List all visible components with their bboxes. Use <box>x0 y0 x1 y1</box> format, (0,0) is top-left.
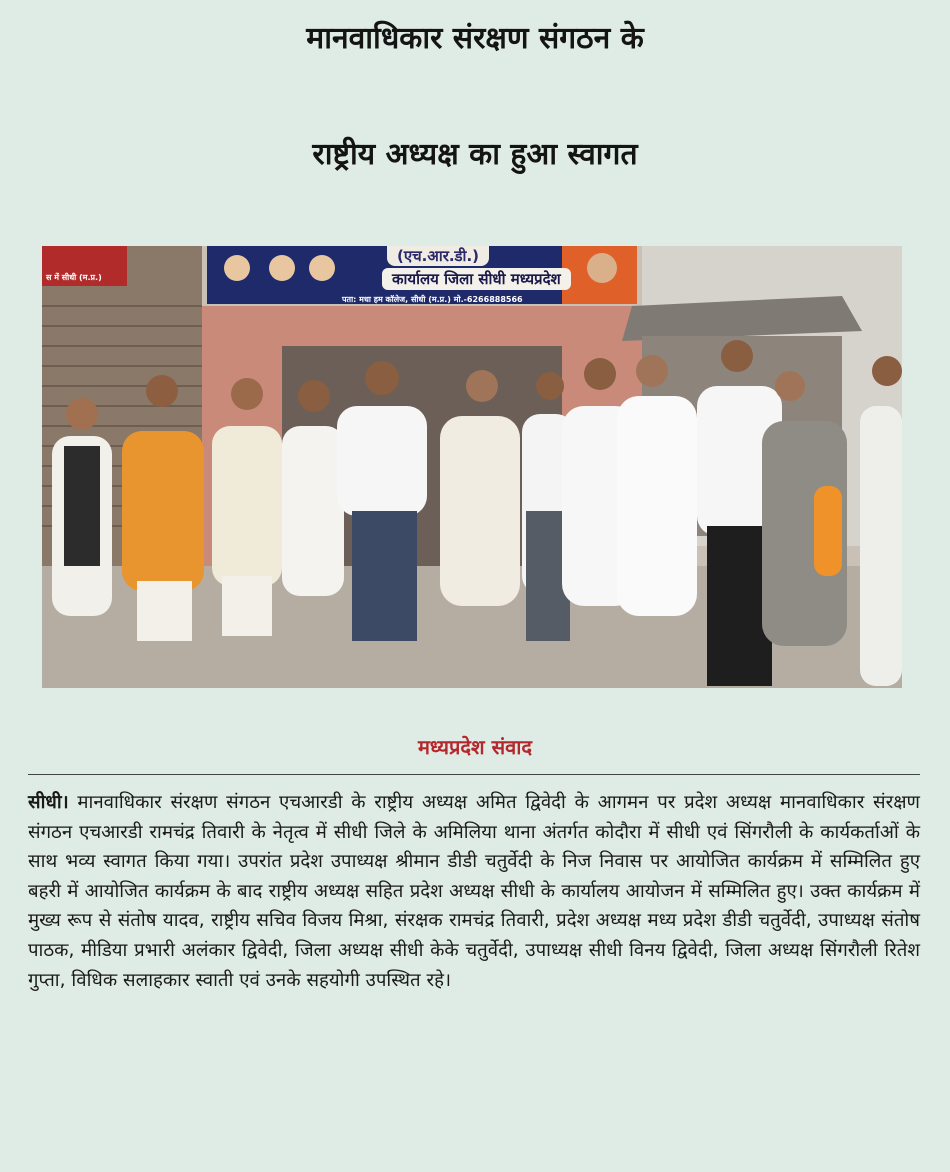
headline-line-2: राष्ट्रीय अध्यक्ष का हुआ स्वागत <box>312 137 638 172</box>
article-body <box>28 788 920 995</box>
banner-office-title: कार्यालय जिला सीधी मध्यप्रदेश <box>382 268 571 290</box>
banner-org-abbrev: (एच.आर.डी.) <box>387 246 489 266</box>
article-dateline: सीधी। <box>28 792 69 813</box>
banner-address: पता: मधा हम कॉलेज, सीधी (म.प्र.) मो.-6266888566 <box>342 295 523 304</box>
news-photo <box>42 246 902 688</box>
headline-line-1: मानवाधिकार संरक्षण संगठन के <box>306 21 644 56</box>
byline-source: मध्यप्रदेश संवाद <box>417 735 533 759</box>
article-paragraph: मानवाधिकार संरक्षण संगठन एचआरडी के राष्ट्रीय अध्यक्ष अमित द्विवेदी के आगमन पर प्रदेश अध्यक्ष मानवाधिकार संरक्षण संगठन एचआरडी रामचंद्र तिवारी के नेतृत्व में सीधी जिले के अमिलिया थाना अंतर्गत कोदौरा में सीधी एवं सिंगरौली के कार्यकर्ताओं के साथ भव्य स्वागत किया गया। उपरांत प्रदेश उपाध्यक्ष श्रीमान डीडी चतुर्वेदी के निज निवास पर आयोजित कार्यक्रम में सम्मिलित हुए बहरी में आयोजित कार्यक्रम के बाद राष्ट्रीय अध्यक्ष सहित प्रदेश अध्यक्ष सीधी के कार्यालय आयोजन में सम्मिलित हुए। उक्त कार्यक्रम में मुख्य रूप से संतोष यादव, राष्ट्रीय सचिव विजय मिश्रा, संरक्षक रामचंद्र तिवारी, प्रदेश अध्यक्ष मध्य प्रदेश डीडी चतुर्वेदी, उपाध्यक्ष संतोष पाठक, मीडिया प्रभारी अलंकार द्विवेदी, जिला अध्यक्ष सीधी केके चतुर्वेदी, उपाध्यक्ष सीधी विनय द्विवेदी, जिला अध्यक्ष सिंगरौली रितेश गुप्ता, विधिक सलाहकार स्वाती एवं उनके सहयोगी उपस्थित रहे। <box>28 792 920 991</box>
divider <box>28 774 920 775</box>
shop-sign: स में सीधी (म.प्र.) <box>46 273 102 282</box>
group-photo-illustration <box>42 246 902 688</box>
